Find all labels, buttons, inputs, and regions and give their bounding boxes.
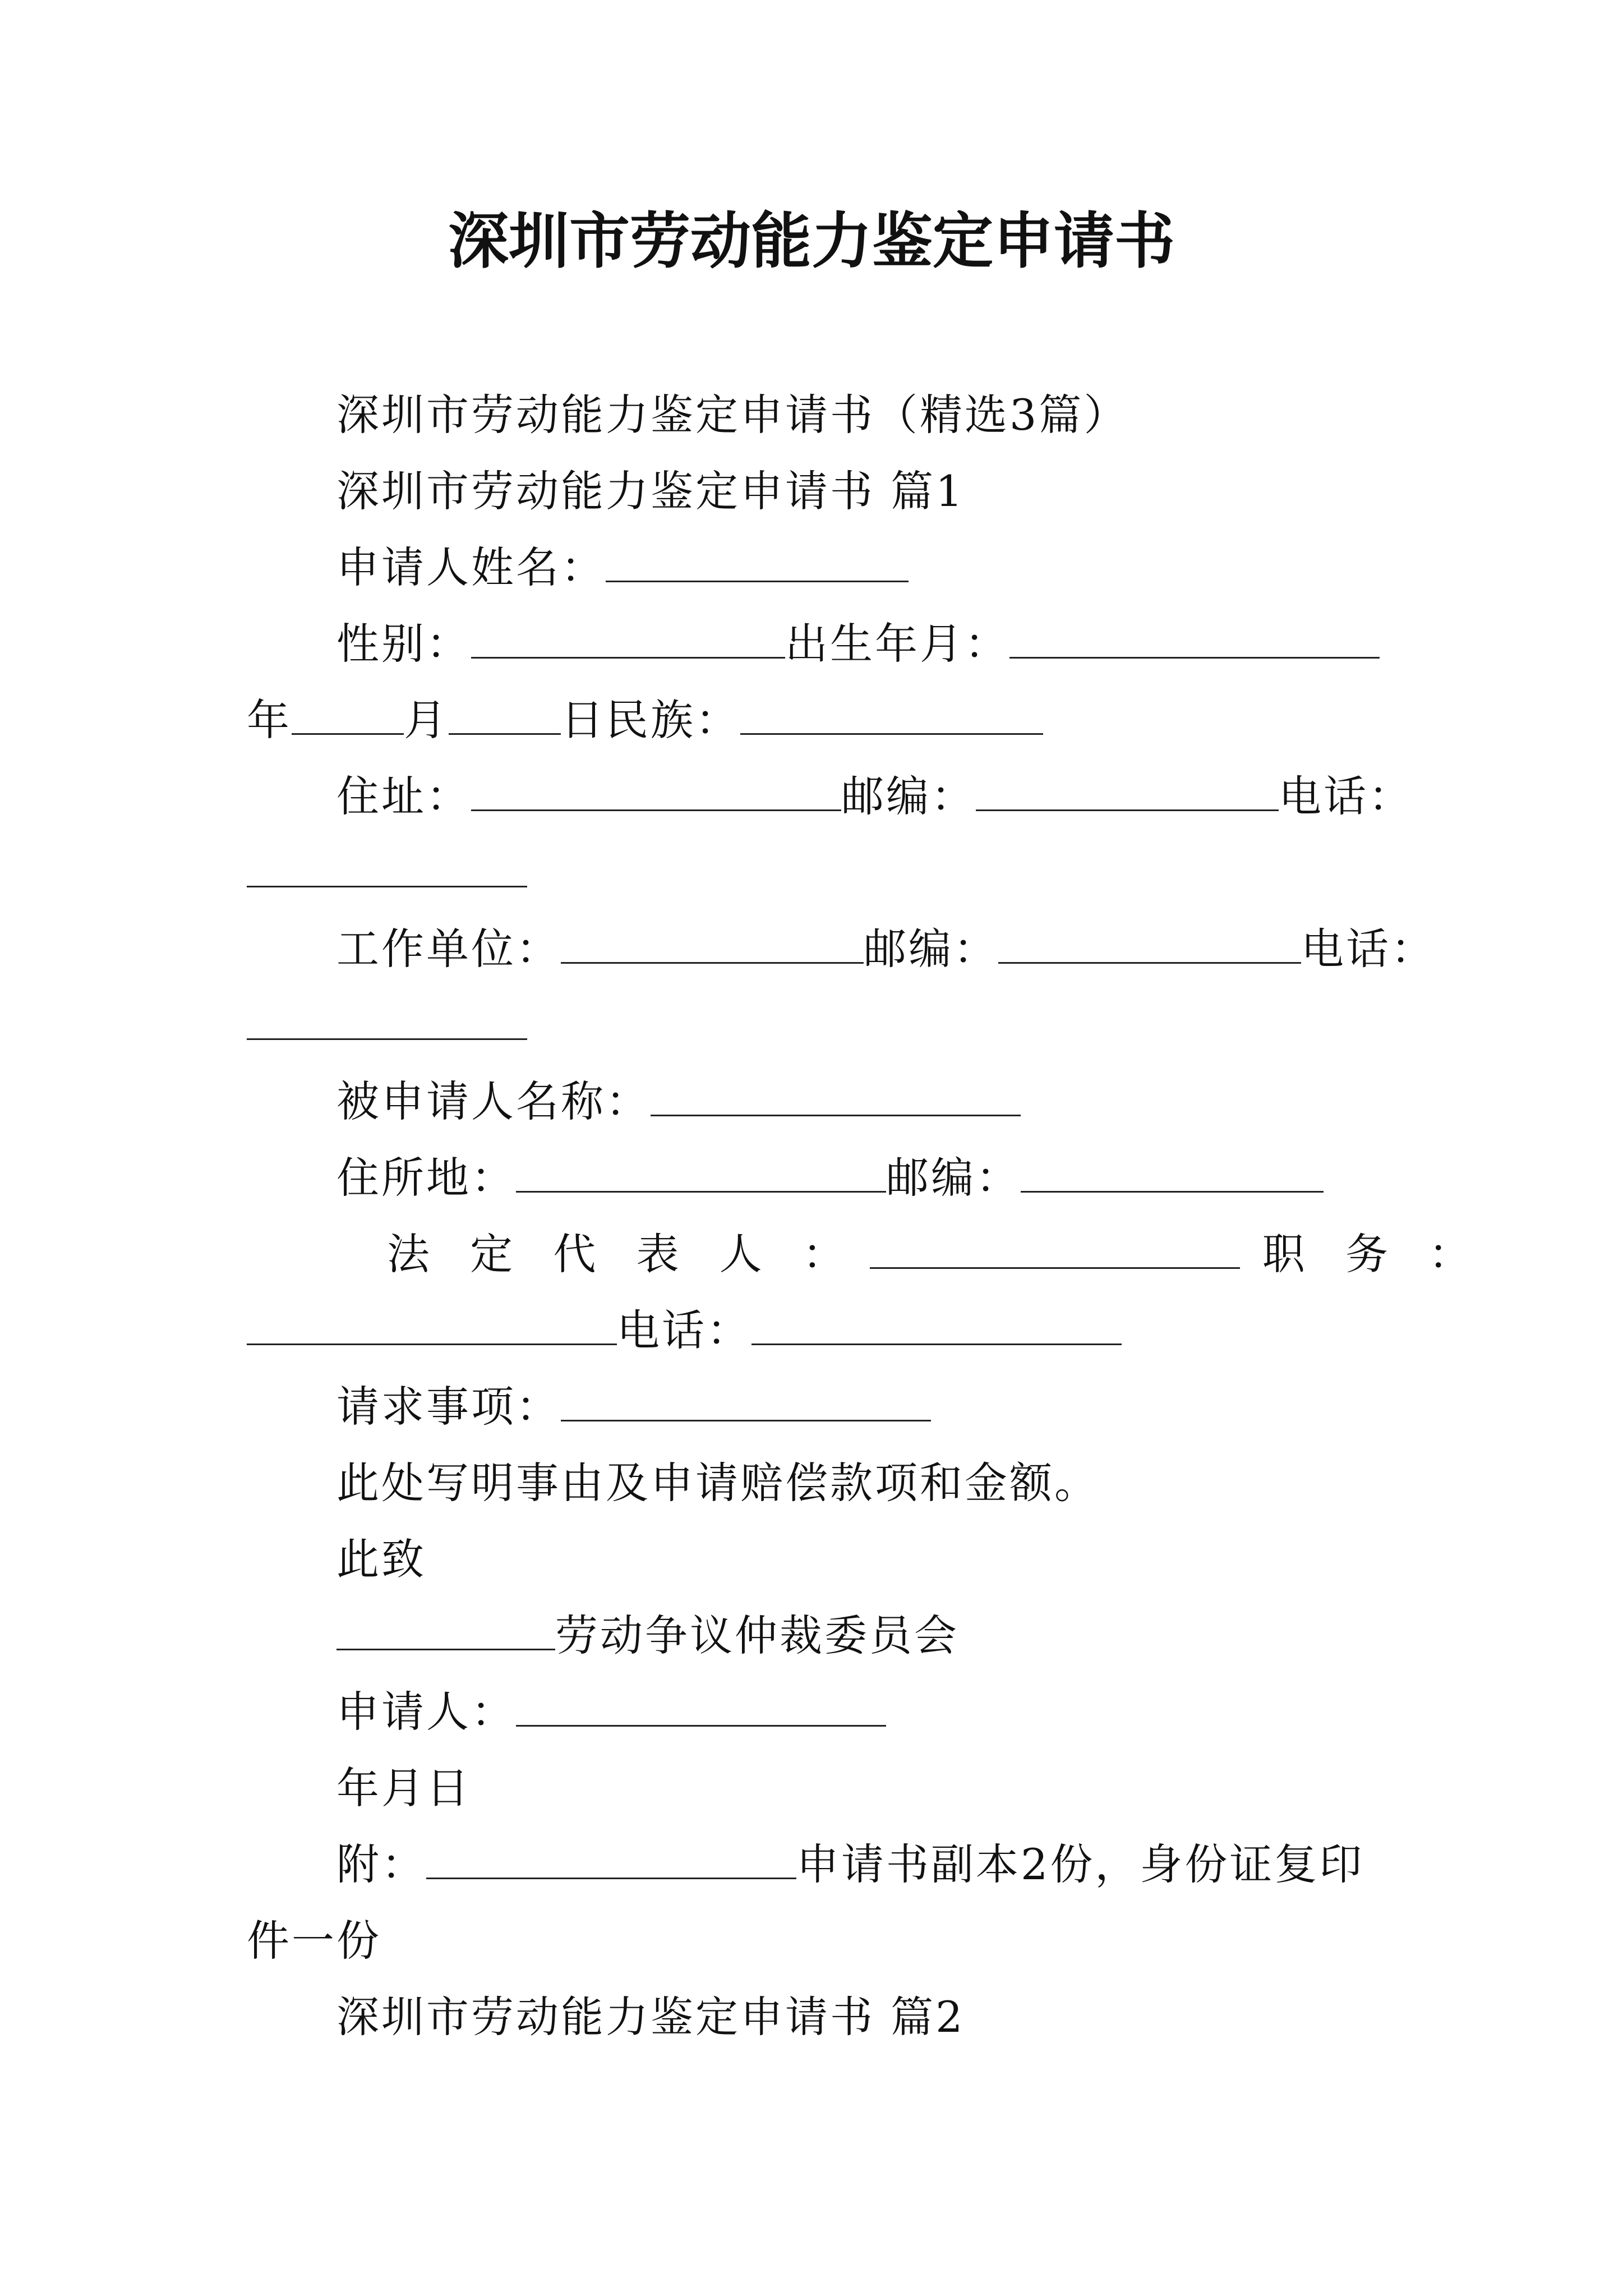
postcode2-label: 邮编：: [864, 924, 998, 974]
postcode3-label: 邮编：: [886, 1153, 1021, 1203]
date-line: 年月日: [336, 1763, 471, 1813]
residence-field[interactable]: [516, 1151, 886, 1193]
attach-label: 附：: [336, 1839, 426, 1889]
birth-year-field[interactable]: [292, 693, 404, 735]
document-title: 深圳市劳动能力鉴定申请书: [448, 206, 1175, 277]
attach-field[interactable]: [426, 1837, 796, 1879]
position-phone-line: [247, 1303, 1122, 1359]
phone3-label: 电话：: [617, 1305, 751, 1355]
date-ethnic-line: [247, 692, 1043, 748]
respondent-field[interactable]: [651, 1074, 1021, 1116]
phone2-label: 电话：: [1301, 924, 1436, 974]
legal-rep-field[interactable]: [870, 1227, 1240, 1269]
applicant-sign-line: [336, 1684, 886, 1740]
request-field[interactable]: [561, 1379, 931, 1421]
residence-label: 住所地：: [336, 1153, 516, 1203]
postcode3-field[interactable]: [1021, 1151, 1324, 1193]
birth-field[interactable]: [1009, 616, 1380, 659]
month-label: 月: [404, 695, 449, 745]
phone2-field[interactable]: [247, 998, 527, 1040]
work-unit-line: [336, 921, 1436, 977]
position-label: 职 务 ：: [1262, 1229, 1485, 1279]
birth-label: 出生年月：: [785, 619, 1009, 669]
address-line: [336, 769, 1413, 825]
applicant-name-field[interactable]: [606, 540, 909, 582]
ethnic-field[interactable]: [740, 693, 1043, 735]
work-unit-field[interactable]: [561, 922, 864, 964]
phone2-continuation: [247, 997, 527, 1053]
residence-line: [336, 1150, 1324, 1206]
address-label: 住址：: [336, 771, 471, 821]
phone1-continuation: [247, 845, 527, 901]
applicant-name-line: [336, 540, 909, 596]
part2-heading: 深圳市劳动能力鉴定申请书 篇2: [336, 1992, 965, 2042]
request-line: [336, 1379, 931, 1435]
applicant-sign-field[interactable]: [516, 1685, 886, 1727]
birth-month-field[interactable]: [449, 693, 561, 735]
gender-label: 性别：: [336, 619, 471, 669]
postcode1-label: 邮编：: [841, 771, 976, 821]
day-ethnic-label: 日民族：: [561, 695, 740, 745]
respondent-line: [336, 1074, 1021, 1130]
committee-field[interactable]: [336, 1608, 555, 1650]
salutation: 此致: [336, 1534, 426, 1584]
gender-field[interactable]: [471, 616, 785, 659]
work-unit-label: 工作单位：: [336, 924, 561, 974]
position-field[interactable]: [247, 1303, 617, 1345]
phone1-label: 电话：: [1279, 771, 1413, 821]
committee-line: [336, 1608, 959, 1664]
attachment-line: [336, 1837, 1364, 1893]
postcode1-field[interactable]: [976, 769, 1279, 811]
address-field[interactable]: [471, 769, 841, 811]
part1-heading: 深圳市劳动能力鉴定申请书 篇1: [336, 466, 965, 516]
phone3-field[interactable]: [751, 1303, 1122, 1345]
gender-birth-line: [336, 616, 1380, 672]
applicant-sign-label: 申请人：: [336, 1687, 516, 1737]
request-note: 此处写明事由及申请赔偿款项和金额。: [336, 1458, 1099, 1508]
postcode2-field[interactable]: [998, 922, 1301, 964]
applicant-name-label: 申请人姓名：: [336, 542, 606, 592]
attachment-continuation: 件一份: [247, 1916, 381, 1966]
subtitle: 深圳市劳动能力鉴定申请书（精选3篇）: [336, 390, 1129, 440]
attach-text: 申请书副本2份，身份证复印: [796, 1839, 1364, 1889]
respondent-label: 被申请人名称：: [336, 1076, 651, 1126]
year-label: 年: [247, 695, 292, 745]
phone1-field[interactable]: [247, 845, 527, 887]
legal-rep-line: [387, 1226, 1484, 1282]
request-label: 请求事项：: [336, 1382, 561, 1432]
legal-rep-label: 法 定 代 表 人 ：: [387, 1229, 859, 1279]
committee-label: 劳动争议仲裁委员会: [555, 1611, 959, 1660]
